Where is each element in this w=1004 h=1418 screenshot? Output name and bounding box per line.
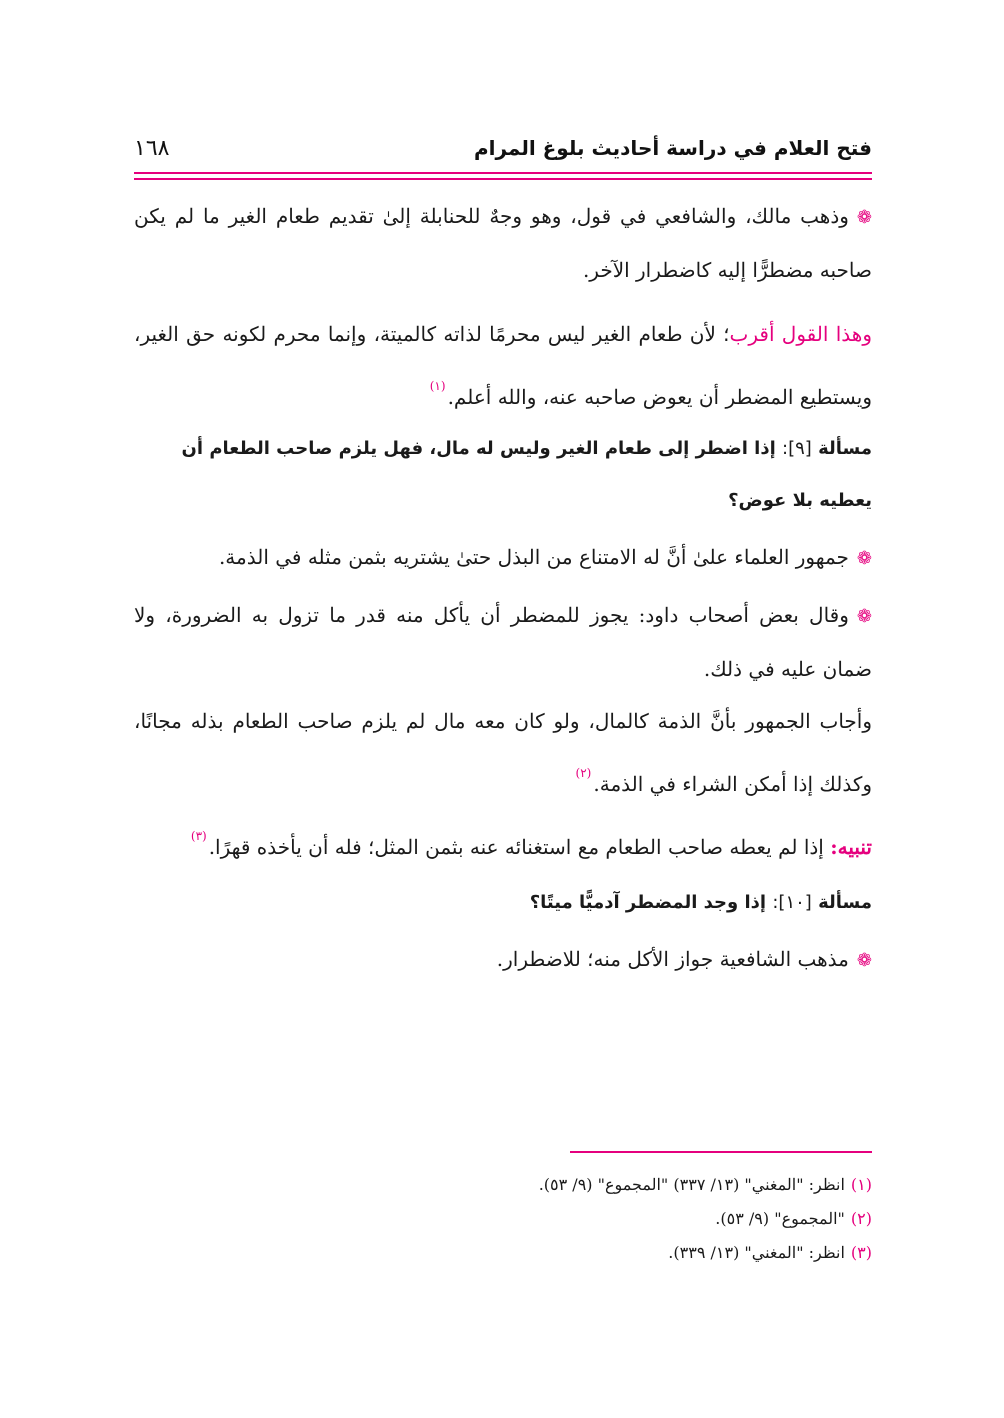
question-heading <box>134 423 872 527</box>
paragraph-text: إذا لم يعطه صاحب الطعام مع استغنائه عنه بثمن المثل؛ فله أن يأخذه قهرًا. <box>208 835 824 859</box>
paragraph-text: وأجاب الجمهور بأنَّ الذمة كالمال، ولو كان معه مال لم يلزم صاحب الطعام بذله مجانًا، وكذلك إذا أمكن الشراء في الذمة. <box>134 709 872 796</box>
footnote-ref: (١) <box>429 379 446 393</box>
flower-ornament-icon: ❁ <box>856 207 872 228</box>
question-text: إذا وجد المضطر آدميًّا ميتًا؟ <box>529 892 767 913</box>
footnote-ref: (٣) <box>190 829 207 843</box>
paragraph <box>134 695 872 810</box>
paragraph <box>134 933 872 987</box>
question-number: [١٠]: <box>772 892 812 913</box>
footnote-text: انظر: "المغني" (١٣/ ٣٣٩). <box>668 1243 845 1262</box>
header-rule-bottom <box>134 178 872 180</box>
footnote-mark: (٢) <box>850 1209 872 1228</box>
question-label: مسألة <box>818 438 872 459</box>
footnote <box>134 1168 872 1202</box>
paragraph-text: وقال بعض أصحاب داود: يجوز للمضطر أن يأكل منه قدر ما تزول به الضرورة، ولا ضمان عليه في ذلك. <box>134 603 872 681</box>
paragraph <box>134 308 872 423</box>
flower-ornament-icon: ❁ <box>856 548 872 569</box>
paragraph <box>134 810 872 873</box>
footnote <box>134 1202 872 1236</box>
main-text <box>134 190 872 987</box>
footnotes <box>134 1168 872 1270</box>
flower-ornament-icon: ❁ <box>856 606 872 627</box>
footnote-text: انظر: "المغني" (١٣/ ٣٣٧) "المجموع" (٩/ ٥٣). <box>538 1175 845 1194</box>
paragraph-text: وذهب مالك، والشافعي في قول، وهو وجهٌ للحنابلة إلىٰ تقديم طعام الغير ما لم يكن صاحبه مضطرًّا إليه كاضطرار الآخر. <box>134 204 872 282</box>
question-number: [٩]: <box>782 438 812 459</box>
page-number: ١٦٨ <box>134 135 170 161</box>
footnote-mark: (١) <box>850 1175 872 1194</box>
paragraph-text: جمهور العلماء علىٰ أنَّ له الامتناع من البذل حتىٰ يشتريه بثمن مثله في الذمة. <box>218 545 849 569</box>
paragraph <box>134 531 872 585</box>
question-heading <box>134 877 872 929</box>
footnote-separator <box>570 1151 872 1153</box>
footnote <box>134 1236 872 1270</box>
footnote-text: "المجموع" (٩/ ٥٣). <box>715 1209 845 1228</box>
footnote-mark: (٣) <box>850 1243 872 1262</box>
question-label: مسألة <box>818 892 872 913</box>
highlighted-phrase: وهذا القول أقرب <box>729 322 872 346</box>
running-header <box>134 128 872 168</box>
question-text: إذا اضطر إلى طعام الغير وليس له مال، فهل يلزم صاحب الطعام أن يعطيه بلا عوض؟ <box>181 438 872 511</box>
book-title: فتح العلام في دراسة أحاديث بلوغ المرام <box>473 136 872 160</box>
paragraph-text: ؛ لأن طعام الغير ليس محرمًا لذاته كالميتة، وإنما محرم لكونه حق الغير، ويستطيع المضطر أن يعوض صاحبه عنه، والله أعلم. <box>134 322 872 409</box>
paragraph <box>134 589 872 695</box>
paragraph <box>134 190 872 296</box>
note-label: تنبيه: <box>830 835 872 859</box>
flower-ornament-icon: ❁ <box>856 950 872 971</box>
footnote-ref: (٢) <box>575 766 592 780</box>
header-rule-top <box>134 172 872 174</box>
paragraph-text: مذهب الشافعية جواز الأكل منه؛ للاضطرار. <box>496 947 849 971</box>
